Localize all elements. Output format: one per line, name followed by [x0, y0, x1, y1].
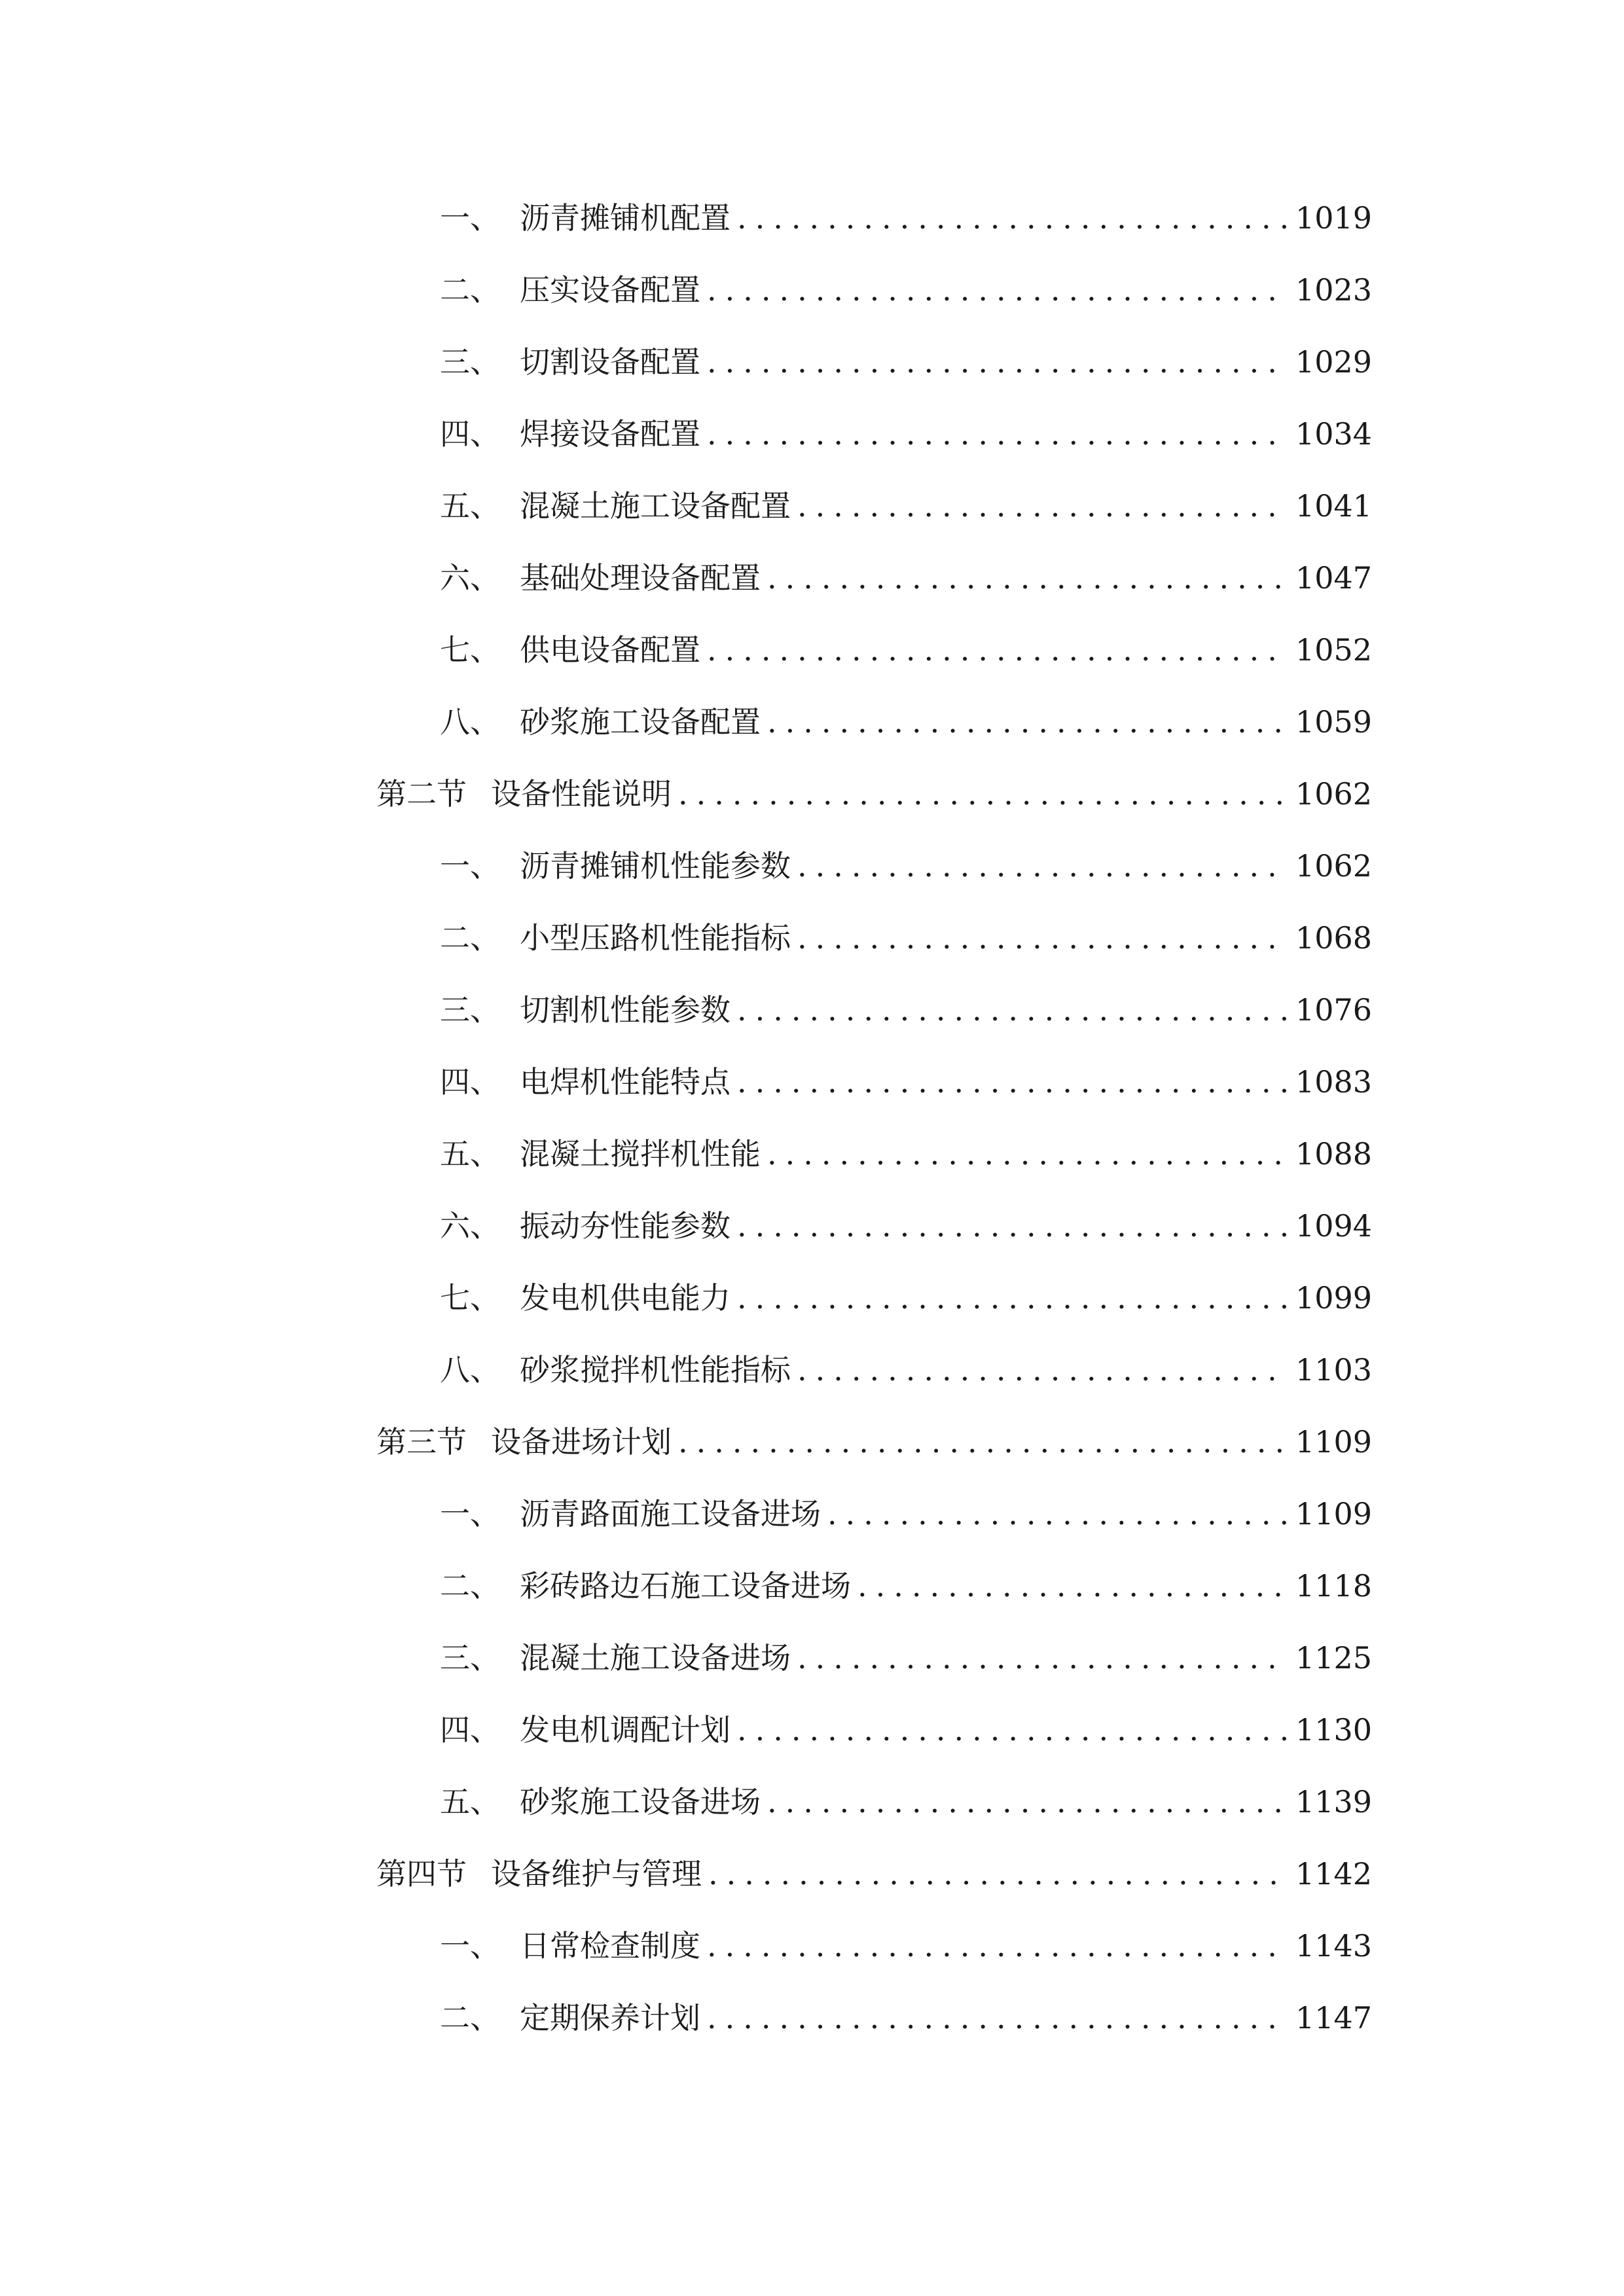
toc-entry[interactable]	[440, 1488, 1372, 1540]
toc-entry-title: 发电机供电能力	[520, 1280, 731, 1316]
toc-entry-title: 振动夯性能参数	[520, 1208, 731, 1244]
toc-dot-leader	[797, 480, 1286, 532]
toc-entry[interactable]	[440, 840, 1372, 892]
toc-dot-leader	[737, 192, 1286, 244]
toc-entry[interactable]	[440, 1992, 1372, 2044]
toc-entry-title: 基础处理设备配置	[520, 560, 761, 596]
toc-entry[interactable]	[440, 1920, 1372, 1972]
toc-entry[interactable]	[440, 912, 1372, 964]
toc-entry-marker: 八、	[440, 1352, 500, 1388]
toc-dot-leader	[737, 1704, 1286, 1756]
toc-entry[interactable]	[440, 1200, 1372, 1252]
toc-entry-page-number: 1142	[1295, 1856, 1372, 1892]
toc-entry-title: 砂浆搅拌机性能指标	[520, 1352, 791, 1388]
toc-entry-page-number: 1118	[1295, 1568, 1372, 1604]
toc-dot-leader	[707, 336, 1286, 388]
toc-entry-title: 彩砖路边石施工设备进场	[520, 1568, 851, 1604]
toc-dot-leader	[767, 1128, 1286, 1180]
toc-entry-page-number: 1099	[1295, 1280, 1372, 1316]
toc-entry-marker: 五、	[440, 1136, 500, 1172]
toc-section-marker: 第四节	[376, 1856, 467, 1892]
toc-dot-leader	[737, 984, 1286, 1036]
toc-entry-title: 定期保养计划	[520, 2000, 700, 2036]
toc-dot-leader	[707, 264, 1286, 316]
toc-entry[interactable]	[440, 984, 1372, 1036]
toc-entry-marker: 三、	[440, 344, 500, 380]
toc-dot-leader	[767, 552, 1286, 604]
toc-entry-marker: 五、	[440, 1784, 500, 1820]
toc-entry-title: 日常检查制度	[520, 1928, 700, 1964]
toc-entry-page-number: 1094	[1295, 1208, 1372, 1244]
toc-dot-leader	[857, 1560, 1286, 1612]
toc-entry-title: 切割设备配置	[520, 344, 700, 380]
toc-entry-title: 混凝土施工设备进场	[520, 1640, 791, 1676]
toc-entry[interactable]	[440, 624, 1372, 676]
toc-entry-marker: 一、	[440, 200, 500, 236]
toc-entry-page-number: 1019	[1295, 200, 1372, 236]
toc-entry-title: 压实设备配置	[520, 272, 700, 308]
toc-section-title: 设备维护与管理	[491, 1856, 702, 1892]
toc-entry-marker: 一、	[440, 1928, 500, 1964]
toc-entry-marker: 四、	[440, 1712, 500, 1748]
toc-entry-page-number: 1125	[1295, 1640, 1372, 1676]
toc-entry-marker: 二、	[440, 1568, 500, 1604]
toc-dot-leader	[678, 768, 1286, 820]
toc-dot-leader	[797, 912, 1286, 964]
toc-entry-page-number: 1130	[1295, 1712, 1372, 1748]
toc-dot-leader	[737, 1272, 1286, 1324]
toc-entry-page-number: 1083	[1295, 1064, 1372, 1100]
toc-dot-leader	[797, 1632, 1286, 1684]
toc-dot-leader	[707, 1992, 1286, 2044]
toc-section-entry[interactable]	[376, 1848, 1372, 1900]
toc-entry[interactable]	[440, 552, 1372, 604]
toc-entry-marker: 二、	[440, 272, 500, 308]
toc-entry-title: 焊接设备配置	[520, 416, 700, 452]
toc-entry[interactable]	[440, 1704, 1372, 1756]
toc-entry-page-number: 1062	[1295, 776, 1372, 812]
toc-dot-leader	[678, 1416, 1286, 1468]
toc-entry-title: 小型压路机性能指标	[520, 920, 791, 956]
toc-entry-marker: 四、	[440, 1064, 500, 1100]
toc-entry-page-number: 1034	[1295, 416, 1372, 452]
toc-entry-title: 供电设备配置	[520, 632, 700, 668]
toc-entry[interactable]	[440, 1056, 1372, 1108]
toc-section-marker: 第三节	[376, 1424, 467, 1460]
toc-section-entry[interactable]	[376, 1416, 1372, 1468]
toc-dot-leader	[797, 1344, 1286, 1396]
toc-entry-page-number: 1068	[1295, 920, 1372, 956]
toc-dot-leader	[737, 1056, 1286, 1108]
toc-section-title: 设备性能说明	[491, 776, 672, 812]
toc-section-marker: 第二节	[376, 776, 467, 812]
toc-entry[interactable]	[440, 480, 1372, 532]
toc-entry-title: 电焊机性能特点	[520, 1064, 731, 1100]
toc-entry[interactable]	[440, 1560, 1372, 1612]
toc-dot-leader	[797, 840, 1286, 892]
toc-entry-title: 切割机性能参数	[520, 992, 731, 1028]
toc-entry[interactable]	[440, 1632, 1372, 1684]
toc-entry[interactable]	[440, 1776, 1372, 1828]
toc-entry[interactable]	[440, 1344, 1372, 1396]
toc-section-title: 设备进场计划	[491, 1424, 672, 1460]
toc-entry-page-number: 1139	[1295, 1784, 1372, 1820]
toc-entry[interactable]	[440, 264, 1372, 316]
toc-entry-page-number: 1103	[1295, 1352, 1372, 1388]
toc-dot-leader	[707, 408, 1286, 460]
toc-entry[interactable]	[440, 336, 1372, 388]
toc-section-entry[interactable]	[376, 768, 1372, 820]
toc-entry-page-number: 1147	[1295, 2000, 1372, 2036]
toc-entry-page-number: 1041	[1295, 488, 1372, 524]
toc-entry-page-number: 1029	[1295, 344, 1372, 380]
toc-dot-leader	[737, 1200, 1286, 1252]
toc-entry-marker: 七、	[440, 632, 500, 668]
toc-entry-marker: 八、	[440, 704, 500, 740]
toc-entry-marker: 四、	[440, 416, 500, 452]
toc-entry-page-number: 1143	[1295, 1928, 1372, 1964]
toc-entry-title: 沥青路面施工设备进场	[520, 1496, 821, 1532]
toc-entry-marker: 七、	[440, 1280, 500, 1316]
toc-entry-page-number: 1076	[1295, 992, 1372, 1028]
toc-entry-title: 混凝土搅拌机性能	[520, 1136, 761, 1172]
toc-entry-marker: 一、	[440, 848, 500, 884]
toc-entry-page-number: 1062	[1295, 848, 1372, 884]
toc-entry-title: 砂浆施工设备进场	[520, 1784, 761, 1820]
toc-dot-leader	[707, 1920, 1286, 1972]
toc-entry[interactable]	[440, 1272, 1372, 1324]
toc-entry[interactable]	[440, 1128, 1372, 1180]
toc-dot-leader	[708, 1848, 1286, 1900]
toc-entry[interactable]	[440, 408, 1372, 460]
toc-entry-page-number: 1109	[1295, 1496, 1372, 1532]
toc-entry-title: 砂浆施工设备配置	[520, 704, 761, 740]
toc-dot-leader	[827, 1488, 1286, 1540]
toc-dot-leader	[767, 1776, 1286, 1828]
toc-entry-marker: 一、	[440, 1496, 500, 1532]
toc-entry-page-number: 1109	[1295, 1424, 1372, 1460]
toc-entry-page-number: 1059	[1295, 704, 1372, 740]
toc-entry-marker: 六、	[440, 1208, 500, 1244]
toc-entry-title: 沥青摊铺机配置	[520, 200, 731, 236]
toc-entry-page-number: 1052	[1295, 632, 1372, 668]
toc-entry-marker: 三、	[440, 992, 500, 1028]
toc-entry-page-number: 1047	[1295, 560, 1372, 596]
toc-entry[interactable]	[440, 192, 1372, 244]
toc-entry-title: 混凝土施工设备配置	[520, 488, 791, 524]
toc-entry-marker: 六、	[440, 560, 500, 596]
toc-dot-leader	[707, 624, 1286, 676]
toc-entry-marker: 二、	[440, 920, 500, 956]
toc-entry[interactable]	[440, 696, 1372, 748]
toc-entry-page-number: 1088	[1295, 1136, 1372, 1172]
toc-entry-page-number: 1023	[1295, 272, 1372, 308]
toc-entry-marker: 二、	[440, 2000, 500, 2036]
toc-dot-leader	[767, 696, 1286, 748]
toc-entry-title: 发电机调配计划	[520, 1712, 731, 1748]
toc-entry-marker: 五、	[440, 488, 500, 524]
toc-entry-marker: 三、	[440, 1640, 500, 1676]
toc-entry-title: 沥青摊铺机性能参数	[520, 848, 791, 884]
